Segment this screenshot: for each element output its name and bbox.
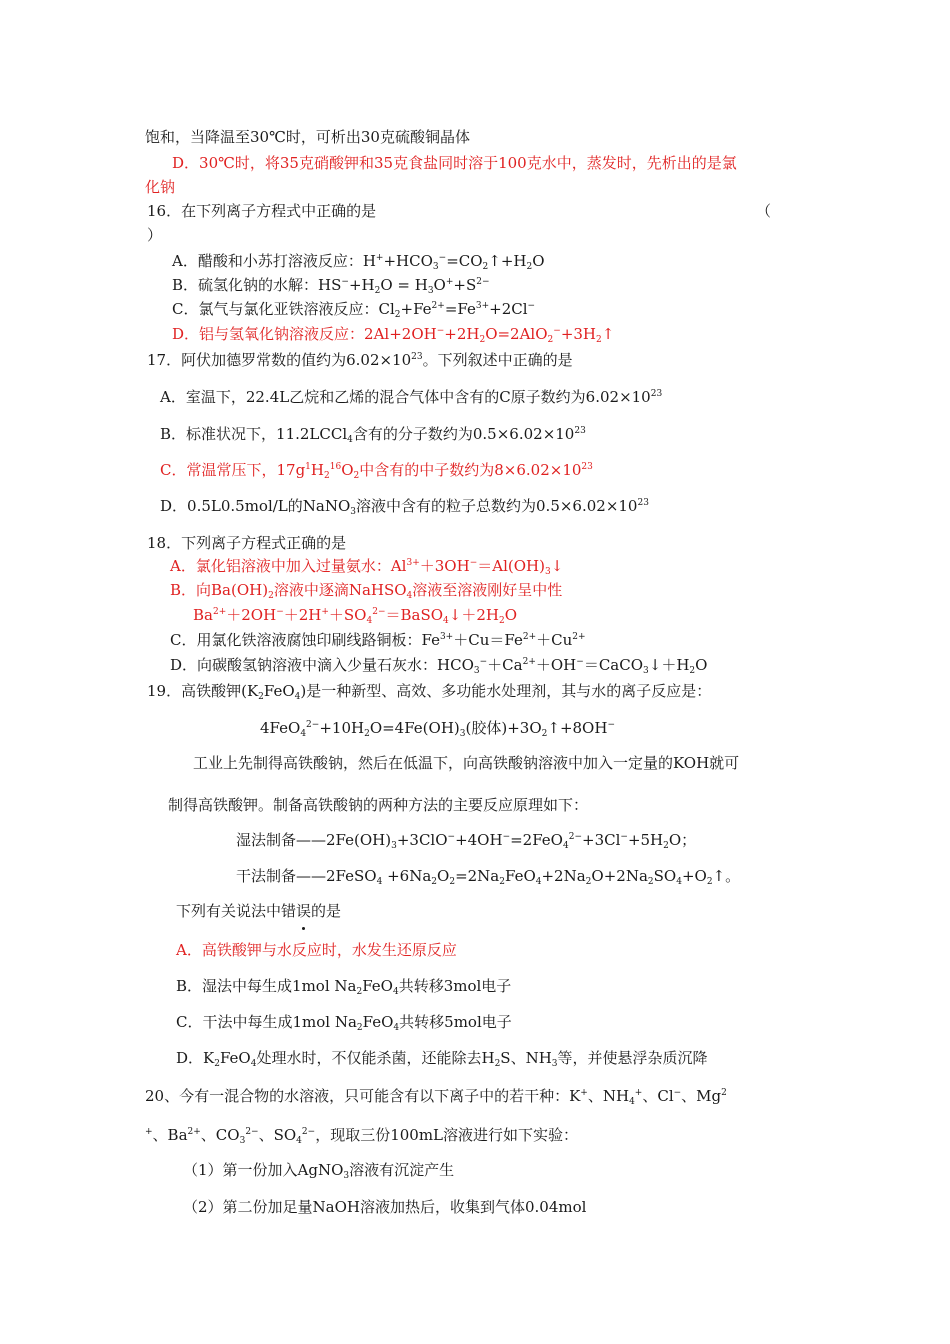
text-line: （ xyxy=(756,202,772,220)
text-line: D．0.5L0.5mol/L的NaNO$_3$溶液中含有的粒子总数约为$0.5\times 6.02\times 10^{23}$ xyxy=(160,497,649,517)
text-line: B．向$Ba(OH)_2$溶液中逐滴NaHSO$_4$溶液至溶液刚好呈中性 xyxy=(170,581,563,601)
text-line: ） xyxy=(147,226,163,244)
text-line: 化钠 xyxy=(145,178,176,196)
text-line: 饱和，当降温至30℃时，可析出30克硫酸铜晶体 xyxy=(145,128,470,146)
text-line: B．湿法中每生成1mol $Na_2FeO_4$共转移3mol电子 xyxy=(176,977,512,997)
text-line: +、$Ba^{2+}$、$CO_3^{2-}$、$SO_4^{2-}$，现取三份100mL溶液进行如下实验： xyxy=(145,1126,579,1146)
text-line: C．常温常压下，$17g^1H_2^{16}O_2$中含有的中子数约为$8\times 6.02\times 10^{23}$ xyxy=(160,461,593,481)
text-line: B．标准状况下，11.2LCCl$_4$含有的分子数约为$0.5\times 6.02\times 10^{23}$ xyxy=(160,425,586,445)
text-line: 18．下列离子方程式正确的是 xyxy=(147,534,347,552)
text-line: 17．阿伏加德罗常数的值约为$6.02\times 10^{23}$。下列叙述中正确的是 xyxy=(147,351,573,369)
emphasis-dot xyxy=(302,927,305,930)
text-line: D．30℃时，将35克硝酸钾和35克食盐同时溶于100克水中，蒸发时，先析出的是氯 xyxy=(172,154,737,172)
text-line: $Ba^{2+}+2OH^-+2H^++SO_4^{2-}=BaSO_4↓+2H_2O$ xyxy=(193,606,518,626)
text-line: （1）第一份加入AgNO$_3$溶液有沉淀产生 xyxy=(183,1161,455,1181)
text-line: 干法制备——2FeSO$_4$ $+6Na_2O_2=2Na_2FeO_4+2Na_2O+2Na_2SO_4+O_2↑$。 xyxy=(236,867,741,887)
text-line: A．醋酸和小苏打溶液反应：$H^++HCO_3^-=CO_2↑+H_2O$ xyxy=(172,252,545,272)
text-line: A．高铁酸钾与水反应时，水发生还原反应 xyxy=(176,941,457,959)
text-line: $4FeO_4^{2-}+10H_2O=4Fe(OH)_3$(胶体)$+3O_2↑+8OH^-$ xyxy=(260,719,615,739)
text-line: 湿法制备$——2Fe(OH)_3+3ClO^-+4OH^-=2FeO_4^{2-}+3Cl^-+5H_2O$； xyxy=(236,831,697,851)
text-line: D．铝与氢氧化钠溶液反应：$2Al+2OH^-+2H_2O=2AlO_2^-+3H_2↑$ xyxy=(172,325,615,345)
text-line: A．室温下，22.4L乙烷和乙烯的混合气体中含有的C原子数约为$6.02\times 10^{23}$ xyxy=(160,388,663,406)
text-line: 20、今有一混合物的水溶液，只可能含有以下离子中的若干种：K+、$NH_4^+$、Cl−、Mg$^2$ xyxy=(145,1087,727,1107)
text-line: C．干法中每生成1mol $Na_2FeO_4$共转移5mol电子 xyxy=(176,1013,512,1033)
text-line: A．氯化铝溶液中加入过量氨水：$Al^{3+}+3OH^-=Al(OH)_3↓$ xyxy=(170,557,564,577)
text-line: （2）第二份加足量NaOH溶液加热后，收集到气体0.04mol xyxy=(183,1198,587,1216)
text-line: 下列有关说法中错误的是 xyxy=(176,902,342,920)
text-line: C．氯气与氯化亚铁溶液反应：$Cl_2+Fe^{2+}=Fe^{3+}+2Cl^-$ xyxy=(172,300,536,320)
text-line: 制得高铁酸钾。制备高铁酸钠的两种方法的主要反应原理如下： xyxy=(168,796,589,814)
text-line: D．向碳酸氢钠溶液中滴入少量石灰水：$HCO_3^-+Ca^{2+}+OH^-=CaCO_3↓+H_2O$ xyxy=(170,656,708,676)
text-line: D．$K_2FeO_4$处理水时，不仅能杀菌，还能除去$H_2S$、$NH_3$等，并使悬浮杂质沉降 xyxy=(176,1049,708,1069)
text-line: 19．高铁酸钾$(K_2FeO_4)$是一种新型、高效、多功能水处理剂，其与水的离子反应是： xyxy=(147,682,712,702)
text-line: C．用氯化铁溶液腐蚀印刷线路铜板：$Fe^{3+}+Cu=Fe^{2+}+Cu^{2+}$ xyxy=(170,631,586,649)
text-line: 工业上先制得高铁酸钠，然后在低温下，向高铁酸钠溶液中加入一定量的KOH就可 xyxy=(193,754,740,772)
text-line: 16．在下列离子方程式中正确的是 xyxy=(147,202,377,220)
text-line: B．硫氢化钠的水解：$HS^-+H_2O = H_3O^++S^{2-}$ xyxy=(172,276,490,296)
